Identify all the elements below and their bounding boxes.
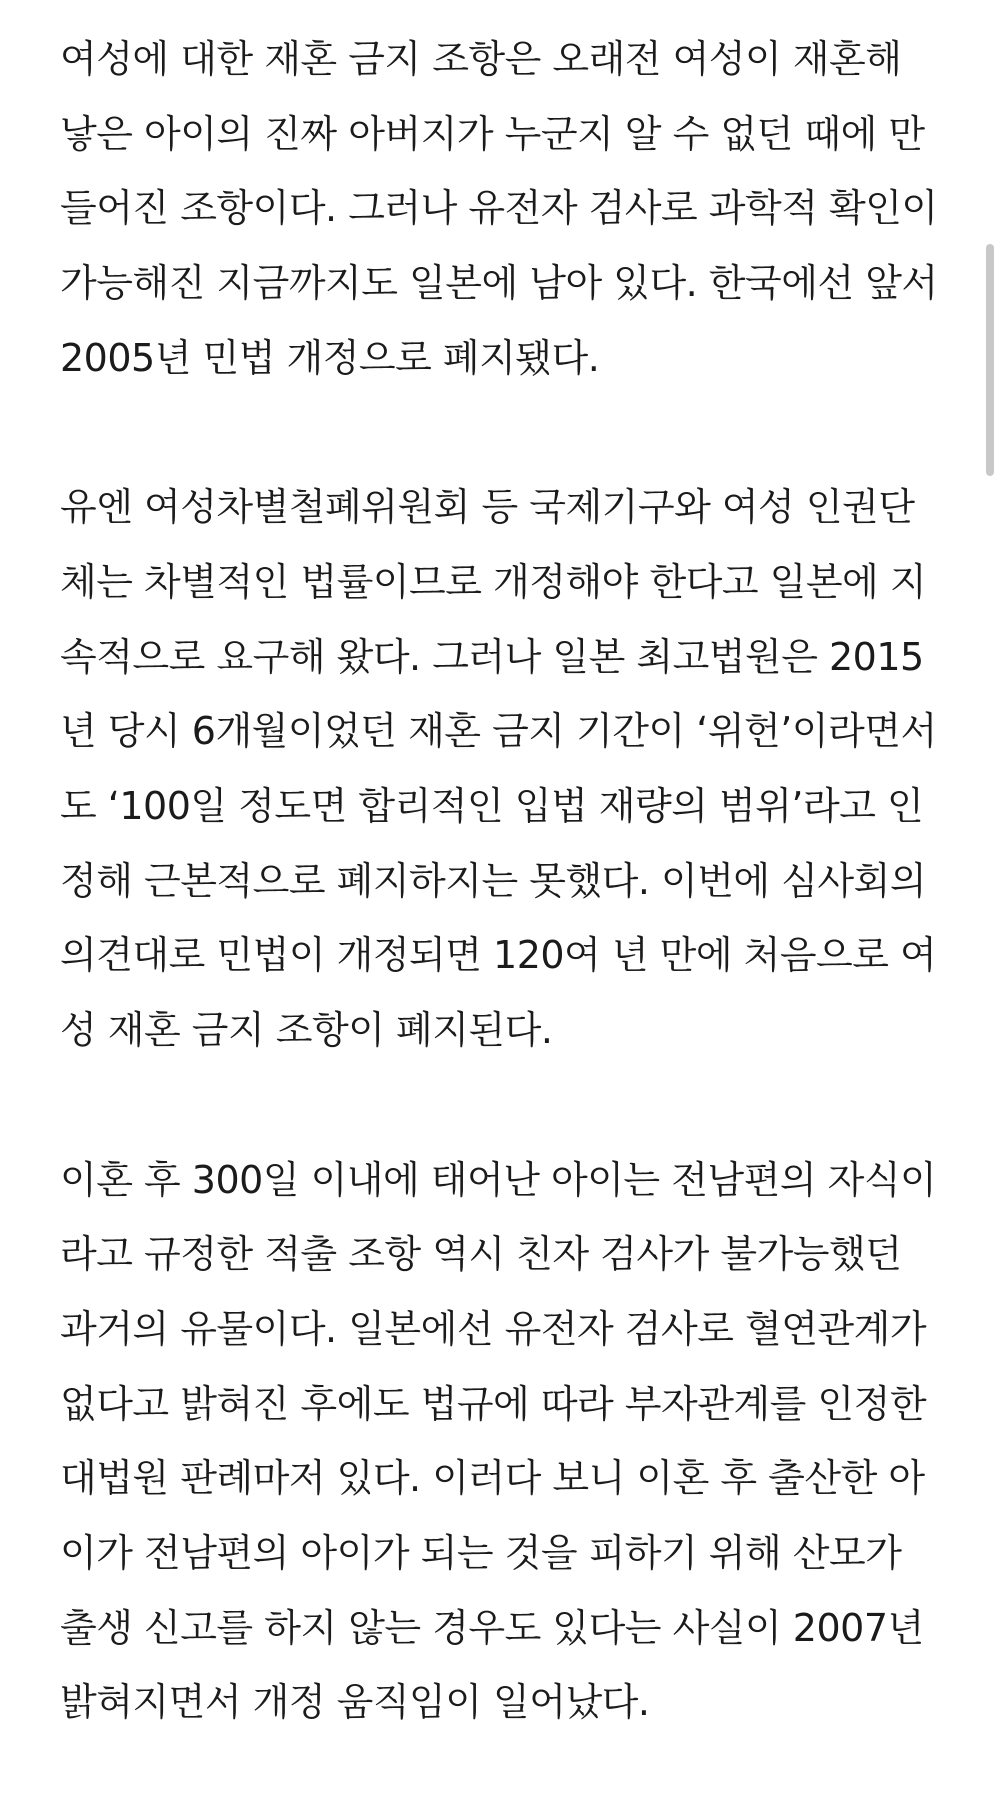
- paragraph-3: [60, 1143, 940, 1741]
- paragraph-line: 출생 신고를 하지 않는 경우도 있다는 사실이 2007년: [60, 1605, 924, 1650]
- paragraph-line: 2005년 민법 개정으로 폐지됐다.: [60, 335, 600, 380]
- paragraph-line: 가능해진 지금까지도 일본에 남아 있다. 한국에선 앞서: [60, 261, 938, 306]
- paragraph-line: 밝혀지면서 개정 움직임이 일어났다.: [60, 1680, 650, 1725]
- paragraph-line: 이가 전남편의 아이가 되는 것을 피하기 위해 산모가: [60, 1531, 902, 1576]
- paragraph-line: 유엔 여성차별철폐위원회 등 국제기구와 여성 인권단: [60, 485, 915, 530]
- paragraph-2: [60, 470, 940, 1068]
- paragraph-line: 도 ‘100일 정도면 합리적인 입법 재량의 범위’라고 인: [60, 784, 924, 829]
- paragraph-line: 정해 근본적으로 폐지하지는 못했다. 이번에 심사회의: [60, 858, 927, 903]
- paragraph-line: 의견대로 민법이 개정되면 120여 년 만에 처음으로 여: [60, 933, 937, 978]
- paragraph-line: 체는 차별적인 법률이므로 개정해야 한다고 일본에 지: [60, 559, 927, 604]
- paragraph-line: 대법원 판례마저 있다. 이러다 보니 이혼 후 출산한 아: [60, 1456, 925, 1501]
- paragraph-line: 라고 규정한 적출 조항 역시 친자 검사가 불가능했던: [60, 1232, 902, 1277]
- article-body: [60, 22, 940, 1815]
- paragraph-line: 년 당시 6개월이었던 재혼 금지 기간이 ‘위헌’이라면서: [60, 709, 937, 754]
- paragraph-line: 과거의 유물이다. 일본에선 유전자 검사로 혈연관계가: [60, 1306, 927, 1351]
- paragraph-line: 들어진 조항이다. 그러나 유전자 검사로 과학적 확인이: [60, 186, 938, 231]
- paragraph-line: 속적으로 요구해 왔다. 그러나 일본 최고법원은 2015: [60, 634, 924, 679]
- paragraph-line: 여성에 대한 재혼 금지 조항은 오래전 여성이 재혼해: [60, 37, 902, 81]
- paragraph-line: 낳은 아이의 진짜 아버지가 누군지 알 수 없던 때에 만: [60, 111, 925, 156]
- paragraph-line: 없다고 밝혀진 후에도 법규에 따라 부자관계를 인정한: [60, 1381, 927, 1426]
- scrollbar-thumb[interactable]: [986, 244, 994, 476]
- paragraph-line: 이혼 후 300일 이내에 태어난 아이는 전남편의 자식이: [60, 1157, 937, 1202]
- paragraph-line: 성 재혼 금지 조항이 폐지된다.: [60, 1008, 553, 1053]
- paragraph-1: [60, 22, 940, 396]
